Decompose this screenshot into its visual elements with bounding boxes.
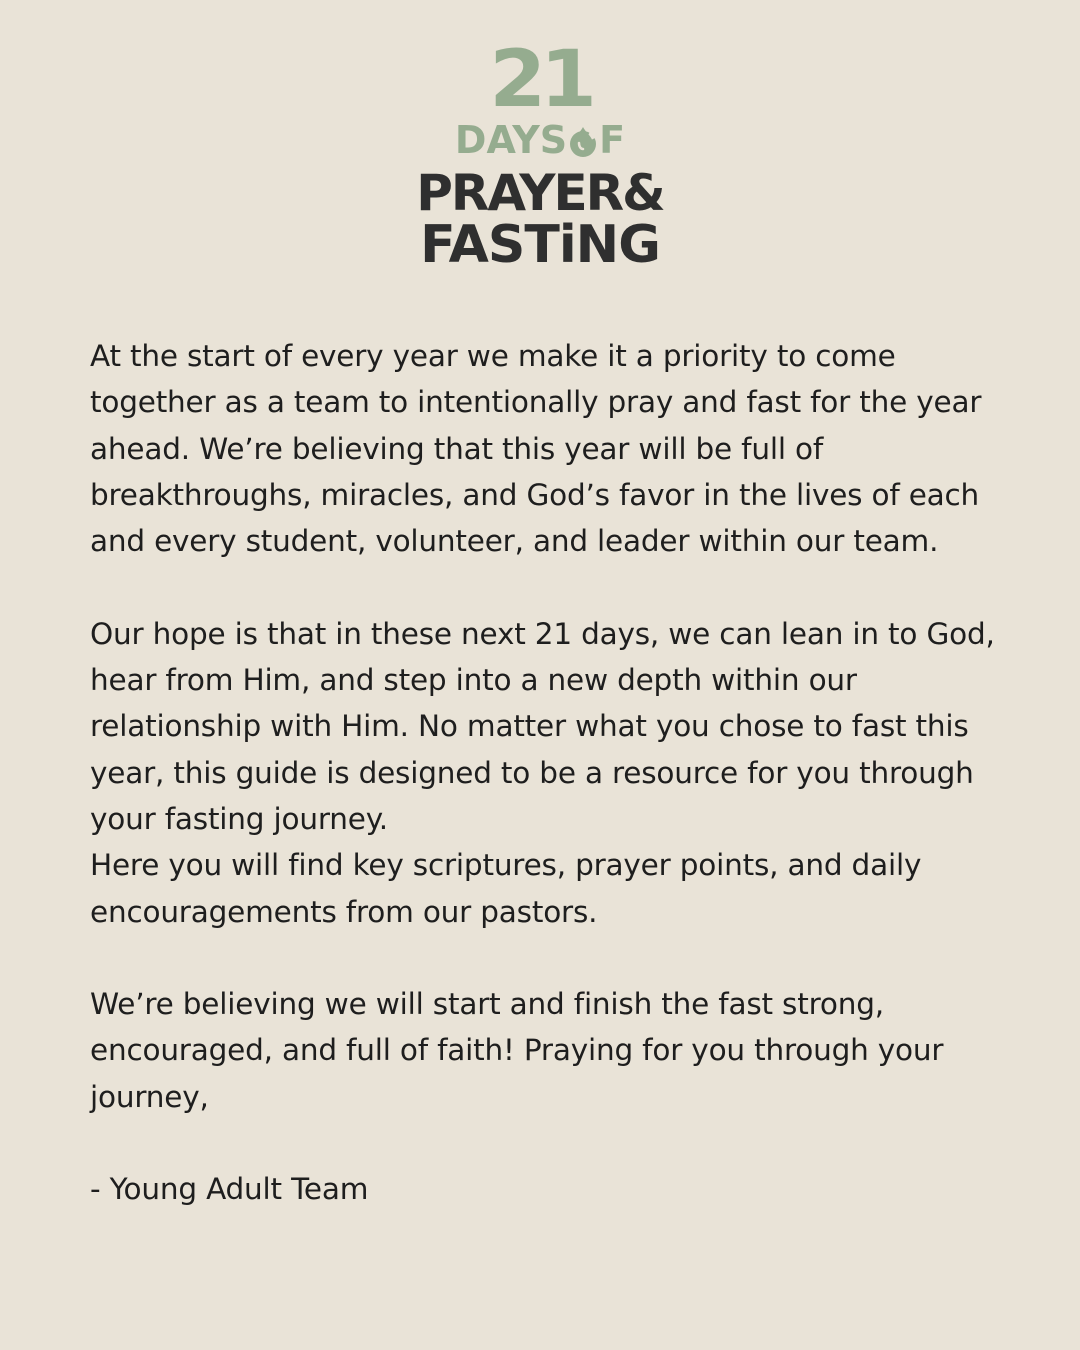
paragraph-hope: Our hope is that in these next 21 days, we can lean in to God, hear from Him, and step into a new depth within our relationship with Him. No matter what you chose to fast this year, this guide is designed to be a resource for you through your fasting journey. bbox=[90, 616, 995, 836]
logo-days-of bbox=[0, 118, 1080, 162]
signature: - Young Adult Team bbox=[90, 1172, 369, 1207]
logo-number: 21 bbox=[489, 35, 591, 125]
logo-prayer: PRAYER& bbox=[416, 164, 664, 222]
paragraph-intro: At the start of every year we make it a priority to come together as a team to intentionally pray and fast for the year ahead. We’re believing that this year will be full of breakthroughs, miracles, and God’s favor in the lives of each and every student, volunteer, and leader within our team. bbox=[90, 339, 982, 559]
paragraph-guide: Here you will find key scriptures, prayer points, and daily encouragements from our pastors. bbox=[90, 848, 922, 929]
logo-fasting: FASTiNG bbox=[420, 215, 660, 275]
event-logo bbox=[0, 35, 1080, 275]
logo-f-text: F bbox=[599, 118, 626, 162]
paragraph-closing: We’re believing we will start and finish the fast strong, encouraged, and full of faith! Praying for you through your journey, bbox=[90, 987, 944, 1114]
paragraph-spacer bbox=[90, 935, 1020, 981]
paragraph-spacer bbox=[90, 1120, 1020, 1166]
logo-days-text: DAYS bbox=[454, 118, 568, 162]
water-drop-icon bbox=[569, 124, 597, 160]
paragraph-spacer bbox=[90, 564, 1020, 610]
letter-body bbox=[90, 333, 1020, 1213]
